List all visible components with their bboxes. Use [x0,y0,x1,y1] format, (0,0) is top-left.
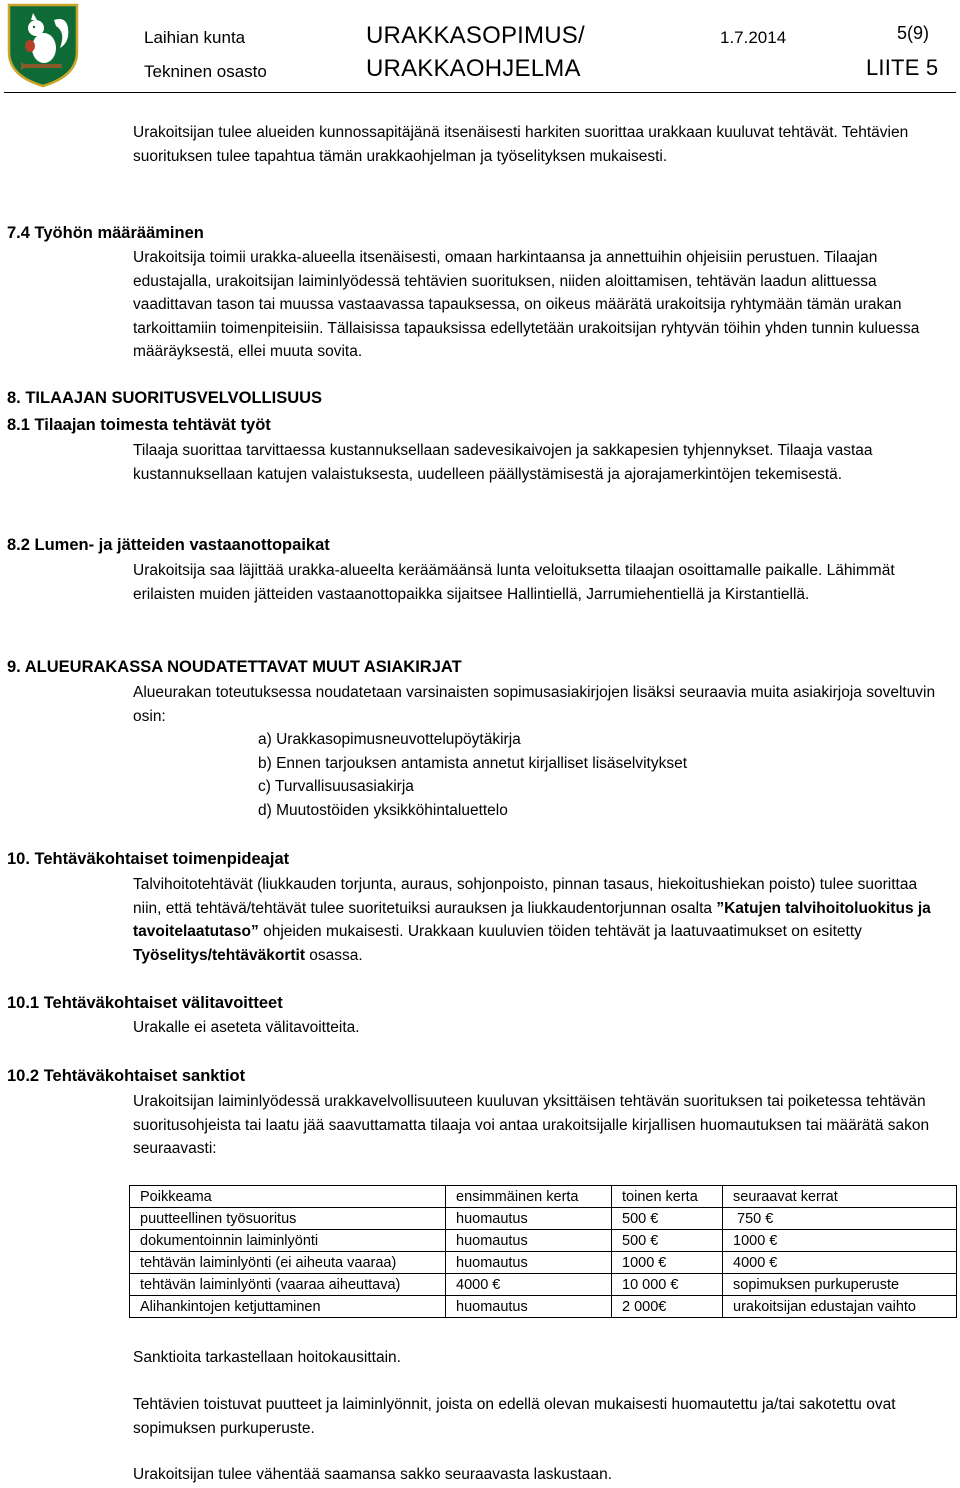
table-cell: huomautus [446,1230,612,1252]
section-10-2-heading: 10.2 Tehtäväkohtaiset sanktiot [7,1067,246,1085]
table-cell: 2 000€ [612,1296,723,1318]
table-cell: tehtävän laiminlyönti (ei aiheuta vaaraa) [130,1252,446,1274]
section-10-2-body: Urakoitsijan laiminlyödessä urakkavelvollisuuteen kuuluvan yksittäisen tehtävän suorituksen tai poiketessa tehtävän suoritusohjeista tai laatu jää saavuttamatta tilaaja voi antaa urakoitsijalle kirjallisen huomautuksen tai määrätä sakon seuraavasti: [133,1093,930,1157]
table-cell: Alihankintojen ketjuttaminen [130,1296,446,1318]
section-10-bold-reference: Työselitys/tehtäväkortit [133,946,305,964]
section-7-4-heading: 7.4 Työhön määrääminen [7,224,204,242]
header-divider [4,92,956,93]
table-cell: huomautus [446,1208,612,1230]
table-row [130,1230,957,1252]
table-cell: dokumentoinnin laiminlyönti [130,1230,446,1252]
section-10-body-text: osassa. [305,946,363,964]
header-org-name: Laihian kunta [144,28,246,47]
section-10-1-body: Urakalle ei aseteta välitavoitteita. [133,1019,360,1036]
section-8-heading: 8. TILAAJAN SUORITUSVELVOLLISUUS [7,389,323,407]
table-cell: puutteellinen työsuoritus [130,1208,446,1230]
table-cell: 750 € [723,1208,957,1230]
table-header-row [130,1186,957,1208]
section-10-1-heading: 10.1 Tehtäväkohtaiset välitavoitteet [7,994,283,1012]
table-cell: huomautus [446,1252,612,1274]
section-10-body-text: ohjeiden mukaisesti. Urakkaan kuuluvien töiden tehtävät ja laatuvaatimukset on esitetty [258,923,862,940]
section-8-1-heading: 8.1 Tilaajan toimesta tehtävät työt [7,416,271,434]
list-item: b) Ennen tarjouksen antamista annetut kirjalliset lisäselvitykset [258,754,688,772]
table-cell: 10 000 € [612,1274,723,1296]
list-item: d) Muutostöiden yksikköhintaluettelo [258,801,508,819]
section-10-bold-reference: ”Katujen talvihoitoluokitus ja tavoitelaatutaso” [133,899,931,940]
section-8-2-heading: 8.2 Lumen- ja jätteiden vastaanottopaikat [7,536,330,554]
section-10-heading: 10. Tehtäväkohtaiset toimenpideajat [7,850,290,868]
header-date: 1.7.2014 [720,28,787,47]
section-8-1-body: Tilaaja suorittaa tarvittaessa kustannuksellaan sadevesikaivojen ja sakkapesien tyhjennykset. Tilaaja vastaa kustannuksellaan katujen valaistuksesta, uudelleen päällystämisestä ja ajorajamerkintöjen tekemisestä. [133,442,873,483]
table-cell: 1000 € [723,1230,957,1252]
table-header-cell: Poikkeama [130,1186,446,1208]
table-cell: tehtävän laiminlyönti (vaaraa aiheuttava) [130,1274,446,1296]
table-row [130,1208,957,1230]
section-9-document-list [258,728,687,822]
list-item: c) Turvallisuusasiakirja [258,778,414,795]
header-doc-title-line2: URAKKAOHJELMA [366,55,581,82]
sanctions-table [129,1185,957,1318]
table-header-cell: ensimmäinen kerta [446,1186,612,1208]
list-item: a) Urakkasopimusneuvottelupöytäkirja [258,731,521,748]
section-10-body [133,873,939,967]
table-cell: 4000 € [446,1274,612,1296]
section-10-body-text: Talvihoitotehtävät (liukkauden torjunta, auraus, sohjonpoisto, pinnan tasaus, hiekoitushiekan poisto) tulee suorittaa niin, että tehtävä/tehtävät tulee suoritetuiksi aurauksen ja liukkaudentorjunnan osalta [133,876,918,917]
municipality-coat-of-arms-icon [6,2,80,88]
header-doc-title-line1: URAKKASOPIMUS/ [366,22,585,49]
header-department: Tekninen osasto [144,62,267,81]
section-7-4-body: Urakoitsija toimii urakka-alueella itsenäisesti, omaan harkintaansa ja annettuihin ohjeisiin perustuen. Tilaajan edustajalla, urakoitsijan laiminlyödessä tehtävien suorituksen, niiden aloittamisen, tehtävän laadun alittuessa vaadittavan tason tai muussa vastaavassa tapauksessa, on oikeus määrätä urakoitsija ryhtymään tämän urakan tarkoittamiin toimenpiteisiin. Tällaisissa tapauksissa edellytetään urakoitsijan ryhtyvän töihin yhden tunnin kuluessa määräyksestä, ellei muuta sovita. [133,249,920,360]
table-header-cell: toinen kerta [612,1186,723,1208]
header-page-number: 5(9) [897,23,930,43]
table-cell: urakoitsijan edustajan vaihto [723,1296,957,1318]
table-row [130,1296,957,1318]
section-9-heading: 9. ALUEURAKASSA NOUDATETTAVAT MUUT ASIAKIRJAT [7,658,462,676]
table-cell: sopimuksen purkuperuste [723,1274,957,1296]
header-appendix: LIITE 5 [866,55,939,80]
intro-paragraph: Urakoitsijan tulee alueiden kunnossapitäjänä itsenäisesti harkiten suorittaa urakkaan kuuluvat tehtävät. Tehtävien suorituksen tulee tapahtua tämän urakkaohjelman ja työselityksen mukaisesti. [133,124,909,165]
table-cell: 4000 € [723,1252,957,1274]
table-row [130,1252,957,1274]
section-8-2-body: Urakoitsija saa läjittää urakka-alueelta keräämäänsä lunta veloituksetta tilaajan osoittamalle paikalle. Lähimmät erilaisten muiden jätteiden vastaanottopaikka sijaitsee Hallintiellä, Jarrumiehentiellä ja Kirstantiellä. [133,562,895,603]
sanctions-note-period: Sanktioita tarkastellaan hoitokausittain. [133,1349,401,1366]
table-header-cell: seuraavat kerrat [723,1186,957,1208]
sanctions-note-termination: Tehtävien toistuvat puutteet ja laiminlyönnit, joista on edellä olevan mukaisesti huomautettu ja/tai sakotettu ovat sopimuksen purkuperuste. [133,1396,896,1437]
table-cell: 500 € [612,1230,723,1252]
table-cell: 500 € [612,1208,723,1230]
table-cell: huomautus [446,1296,612,1318]
sanctions-note-deduction: Urakoitsijan tulee vähentää saamansa sakko seuraavasta laskustaan. [133,1466,613,1483]
table-cell: 1000 € [612,1252,723,1274]
table-row [130,1274,957,1296]
section-9-body: Alueurakan toteutuksessa noudatetaan varsinaisten sopimusasiakirjojen lisäksi seuraavia muita asiakirjoja soveltuvin osin: [133,684,936,725]
